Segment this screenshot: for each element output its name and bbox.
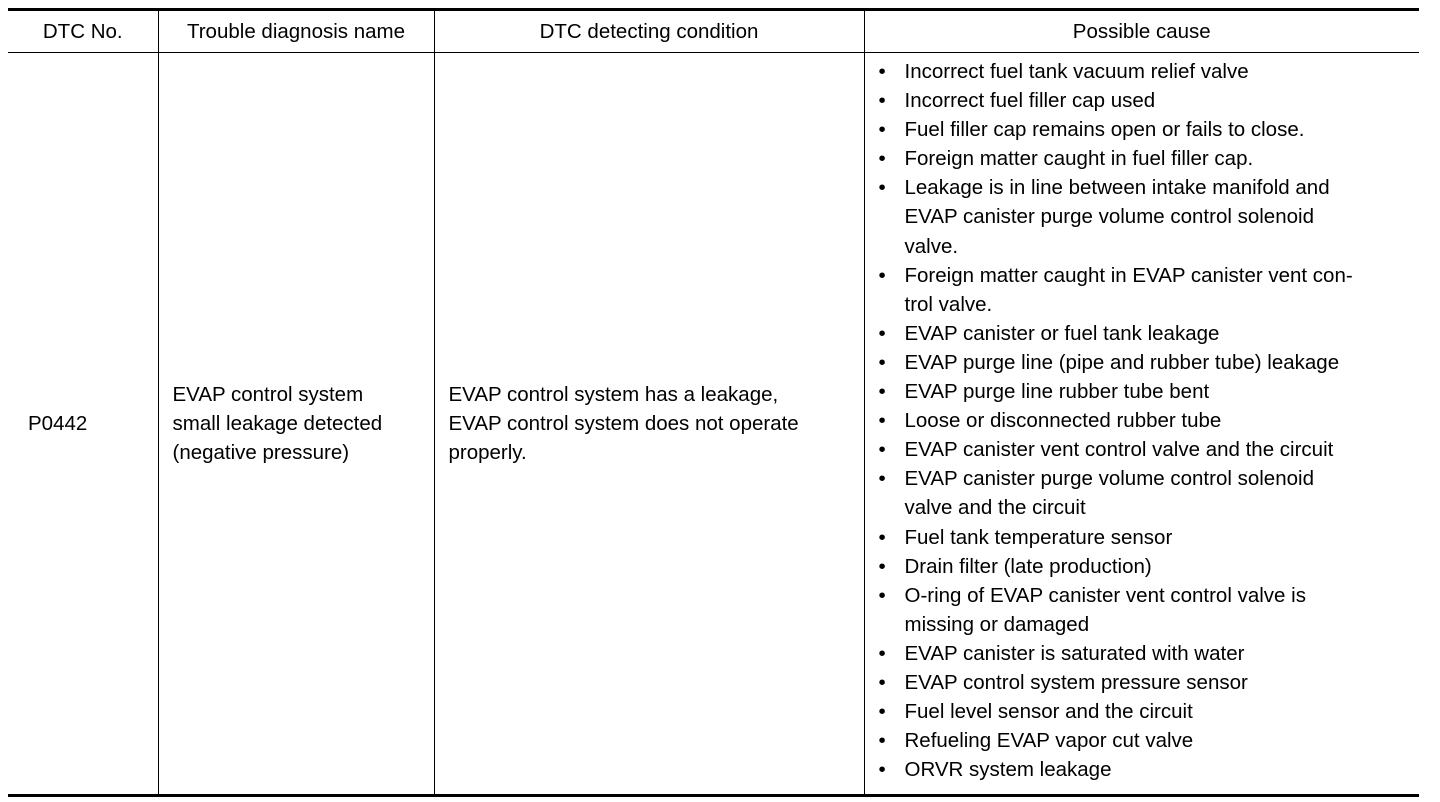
possible-cause-line: • Fuel filler cap remains open or fails to close. xyxy=(904,118,1305,142)
possible-cause-line: valve. xyxy=(904,234,959,258)
header-row xyxy=(8,10,1419,53)
possible-cause-item xyxy=(879,581,1416,639)
detecting-condition-line: properly. xyxy=(448,441,527,464)
possible-cause-line: • Incorrect fuel tank vacuum relief valve xyxy=(904,60,1249,83)
possible-cause-item xyxy=(879,173,1416,260)
possible-cause-item xyxy=(879,464,1416,522)
possible-cause-item xyxy=(879,755,1416,784)
possible-cause-line: • EVAP canister or fuel tank leakage xyxy=(904,321,1220,345)
possible-cause-line: • Incorrect fuel filler cap used xyxy=(904,89,1156,113)
possible-cause-item xyxy=(879,523,1416,552)
possible-cause-line: • EVAP purge line (pipe and rubber tube) leakage xyxy=(904,350,1340,374)
possible-cause-item xyxy=(879,552,1416,581)
header-possible-cause: Possible cause xyxy=(864,10,1419,53)
cell-possible-cause xyxy=(864,53,1419,796)
header-diagnosis-name: Trouble diagnosis name xyxy=(158,10,434,53)
possible-cause-line: • Fuel level sensor and the circuit xyxy=(904,700,1193,724)
possible-cause-item xyxy=(879,115,1416,144)
possible-cause-item xyxy=(879,348,1416,377)
possible-cause-line: • Foreign matter caught in EVAP canister vent con- xyxy=(904,263,1353,287)
possible-cause-line: • EVAP canister vent control valve and the circuit xyxy=(904,438,1334,462)
possible-cause-line: valve and the circuit xyxy=(904,496,1086,520)
possible-cause-item xyxy=(879,639,1416,668)
possible-cause-line: • ORVR system leakage xyxy=(904,758,1112,782)
possible-cause-item xyxy=(879,377,1416,406)
possible-cause-line: • EVAP canister purge volume control solenoid xyxy=(904,467,1314,491)
possible-cause-line: EVAP canister purge volume control solenoid xyxy=(904,205,1314,229)
cell-detecting-condition xyxy=(434,53,864,796)
possible-cause-line: trol valve. xyxy=(904,292,993,316)
dtc-table xyxy=(8,8,1419,797)
possible-cause-line: • Foreign matter caught in fuel filler cap. xyxy=(904,147,1254,171)
possible-cause-line: • EVAP canister is saturated with water xyxy=(904,641,1245,665)
possible-cause-list xyxy=(879,57,1416,784)
possible-cause-line: • Leakage is in line between intake manifold and xyxy=(904,176,1330,200)
possible-cause-line: • O-ring of EVAP canister vent control valve is xyxy=(904,583,1306,607)
table-body xyxy=(8,53,1419,796)
diagnosis-name-line: (negative pressure) xyxy=(172,441,350,464)
possible-cause-line: • EVAP control system pressure sensor xyxy=(904,670,1248,694)
possible-cause-line: • Refueling EVAP vapor cut valve xyxy=(904,729,1194,753)
table-row xyxy=(8,53,1419,796)
dtc-number: P0442 xyxy=(28,412,88,435)
cell-diagnosis-name xyxy=(158,53,434,796)
possible-cause-item xyxy=(879,319,1416,348)
detecting-condition-line: EVAP control system has a leakage, xyxy=(448,383,779,406)
possible-cause-item xyxy=(879,668,1416,697)
possible-cause-line: • Loose or disconnected rubber tube xyxy=(904,409,1222,433)
possible-cause-line: • EVAP purge line rubber tube bent xyxy=(904,380,1210,404)
possible-cause-line: missing or damaged xyxy=(904,612,1090,636)
possible-cause-item xyxy=(879,86,1416,115)
diagnosis-name-line: EVAP control system xyxy=(172,383,364,406)
possible-cause-item xyxy=(879,435,1416,464)
possible-cause-item xyxy=(879,726,1416,755)
cell-dtc-no xyxy=(8,53,158,796)
detecting-condition-line: EVAP control system does not operate xyxy=(448,412,799,435)
header-dtc-no: DTC No. xyxy=(8,10,158,53)
possible-cause-item xyxy=(879,261,1416,319)
possible-cause-line: • Fuel tank temperature sensor xyxy=(904,525,1173,549)
possible-cause-line: • Drain filter (late production) xyxy=(904,554,1152,578)
possible-cause-item xyxy=(879,144,1416,173)
possible-cause-item xyxy=(879,406,1416,435)
possible-cause-item xyxy=(879,697,1416,726)
table-header xyxy=(8,10,1419,53)
possible-cause-item xyxy=(879,57,1416,86)
header-detecting-condition: DTC detecting condition xyxy=(434,10,864,53)
diagnosis-name-line: small leakage detected xyxy=(172,412,383,435)
